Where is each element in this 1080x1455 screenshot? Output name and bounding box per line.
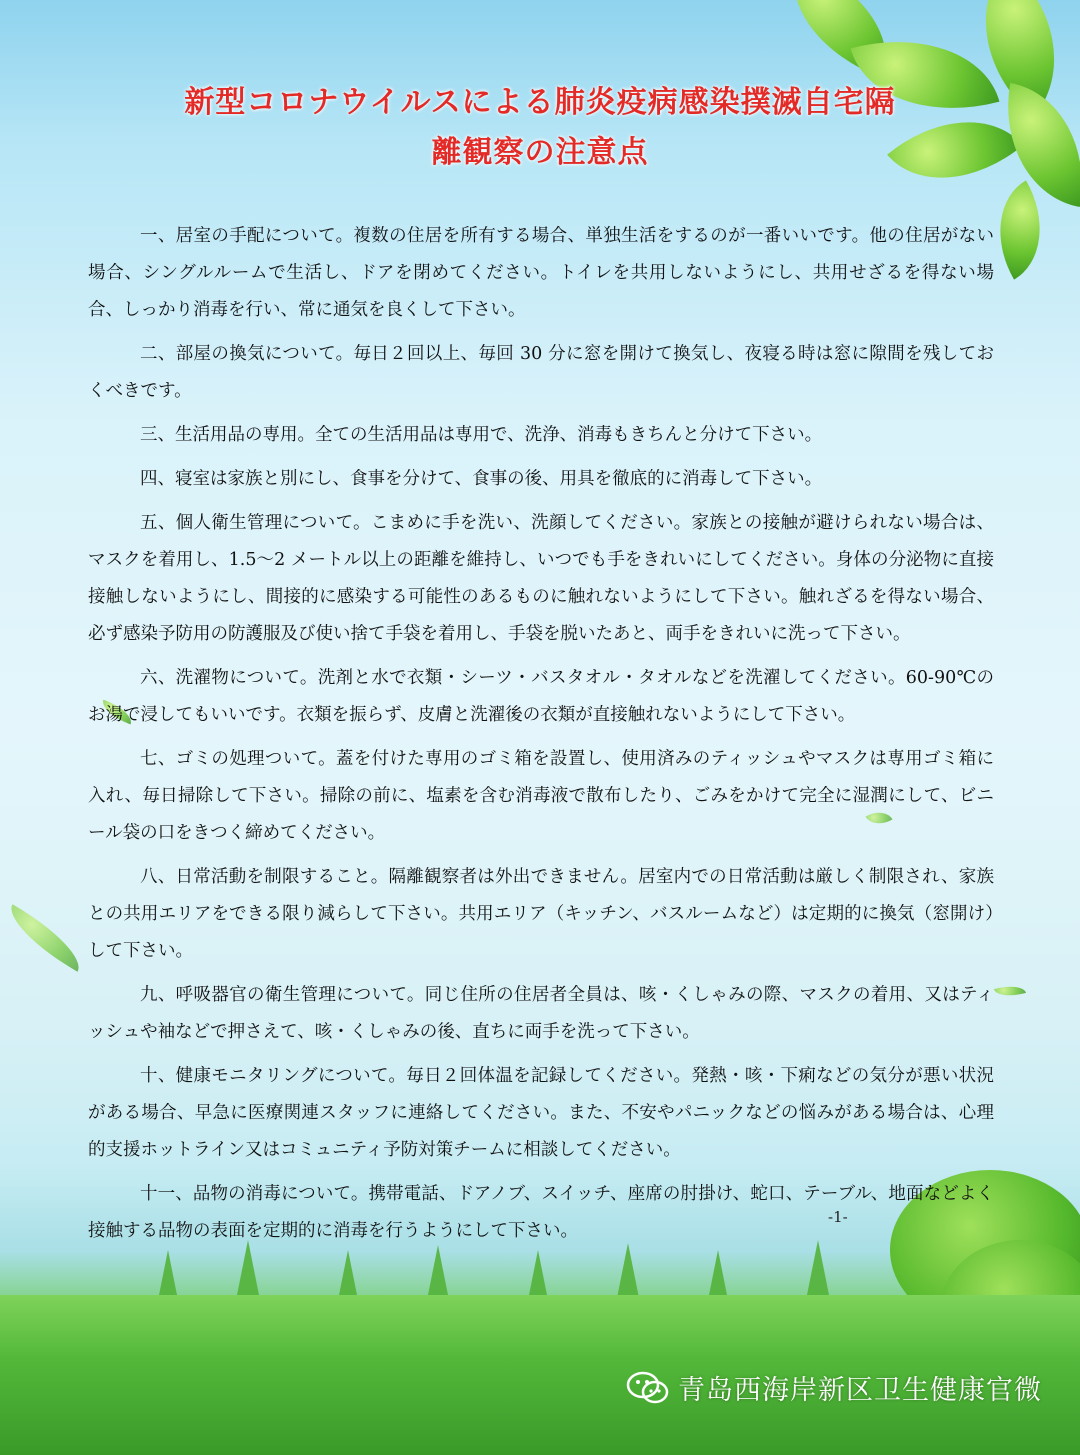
page-number: -1- (828, 1208, 848, 1226)
paragraph-room-arrangement: 一、居室の手配について。複数の住居を所有する場合、単独生活をするのが一番いいです。他の住居がない場合、シングルルームで生活し、ドアを閉めてください。トイレを共用しないようにし、共用せざるを得ない場合、しっかり消毒を行い、常に通気を良くして下さい。 (88, 226, 994, 320)
wechat-icon (626, 1370, 670, 1406)
leaf-decoration (994, 981, 1026, 1000)
paragraph-respiratory-hygiene: 九、呼吸器官の衛生管理について。同じ住所の住居者全員は、咳・くしゃみの際、マスクの着用、又はティッシュや袖などで押さえて、咳・くしゃみの後、直ちに両手を洗って下さい。 (88, 985, 994, 1042)
paragraph-item-disinfection: 十一、品物の消毒について。携帯電話、ドアノブ、スイッチ、座席の肘掛け、蛇口、テーブル、地面などよく接触する品物の表面を定期的に消毒を行うようにして下さい。 (88, 1184, 994, 1241)
title-line-2: 離観察の注意点 (431, 135, 649, 170)
watermark-text: 青岛西海岸新区卫生健康官微 (678, 1375, 1042, 1406)
paragraph-personal-items: 三、生活用品の専用。全ての生活用品は専用で、洗浄、消毒もきちんと分けて下さい。 (140, 425, 823, 445)
paragraph-health-monitoring: 十、健康モニタリングについて。毎日２回体温を記録してください。発熱・咳・下痢などの気分が悪い状況がある場合、早急に医療関連スタッフに連絡してください。また、不安やパニックなどの悩みがある場合は、心理的支援ホットライン又はコミュニティ予防対策チームに相談してください。 (88, 1066, 994, 1160)
paragraph-activity-limits: 八、日常活動を制限すること。隔離観察者は外出できません。居室内での日常活動は厳しく制限され、家族との共用エリアをできる限り減らして下さい。共用エリア（キッチン、バスルームなど）は定期的に換気（窓開け）して下さい。 (88, 867, 994, 961)
paragraph-personal-hygiene: 五、個人衛生管理について。こまめに手を洗い、洗顔してください。家族との接触が避けられない場合は、マスクを着用し、1.5～2 メートル以上の距離を維持し、いつでも手をきれいにしてください。身体の分泌物に直接接触しないようにし、間接的に感染する可能性のあるものに触れないようにして下さい。触れざるを得ない場合、必ず感染予防用の防護服及び使い捨て手袋を着用し、手袋を脱いたあと、両手をきれいに洗って下さい。 (88, 513, 994, 644)
leaf-decoration (0, 904, 90, 972)
watermark (626, 1368, 1042, 1407)
paragraph-garbage: 七、ゴミの処理ついて。蓋を付けた専用のゴミ箱を設置し、使用済みのティッシュやマスクは専用ゴミ箱に入れ、毎日掃除して下さい。掃除の前に、塩素を含む消毒液で散布したり、ごみをかけて完全に湿潤にして、ビニール袋の口をきつく締めてください。 (88, 749, 994, 843)
title-line-1: 新型コロナウイルスによる肺炎疫病感染撲滅自宅隔 (184, 85, 896, 120)
paragraph-ventilation: 二、部屋の換気について。毎日２回以上、毎回 30 分に窓を開けて換気し、夜寝る時は窓に隙間を残しておくべきです。 (88, 344, 994, 401)
body-text (88, 218, 994, 1257)
paragraph-laundry: 六、洗濯物について。洗剤と水で衣類・シーツ・バスタオル・タオルなどを洗濯してください。60-90℃のお湯で浸してもいいです。衣類を振らず、皮膚と洗濯後の衣類が直接触れないようにして下さい。 (88, 668, 994, 725)
paragraph-bedroom-meals: 四、寝室は家族と別にし、食事を分けて、食事の後、用具を徹底的に消毒して下さい。 (140, 469, 823, 489)
page-title (0, 78, 1080, 178)
